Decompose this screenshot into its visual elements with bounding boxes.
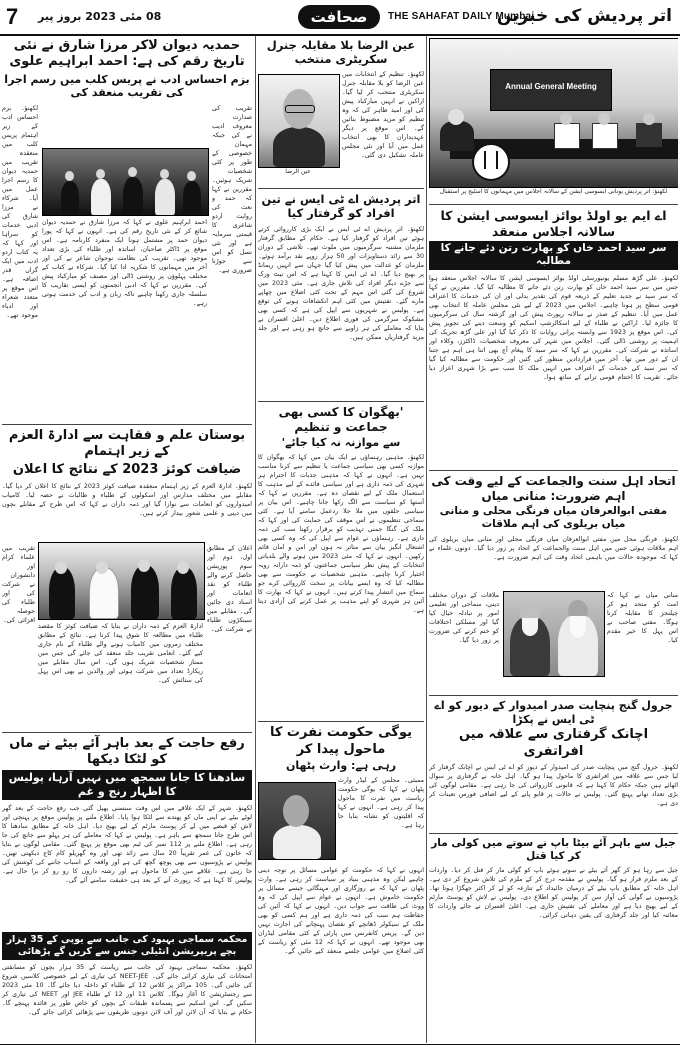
- body-text: تقریب میں علماء کرام اور دانشوران نے شرکت کی اور طلباء کی حوصلہ افزائی کی۔: [2, 544, 35, 624]
- article-block: [2, 804, 252, 932]
- article-block: [2, 482, 252, 732]
- headline: حمدیہ دیوان لاکر مرزا شارق نے نئی تاریخ رقم کی ہے: احمد ابراہیم علوی: [9, 38, 245, 70]
- subheadline: اچانک گرفتاری سے علاقہ میں افراتفری: [458, 727, 649, 759]
- person: [560, 113, 572, 125]
- headline: 'بھگوان کا کسی بھی جماعت و تنظیم: [278, 404, 404, 434]
- subheadline: سادھنا کا جانا سمجھ میں نہیں آرہا، پولیس کا اظہار رنج و غم: [2, 770, 252, 800]
- divider: [2, 424, 252, 425]
- english-title: THE SAHAFAT DAILY Mumbai: [388, 11, 535, 22]
- body-text: لکھنؤ۔ ادارۃ العزم کے زیر اہتمام منعقدہ ضیافت کوئز 2023 کے نتائج کا اعلان کر دیا گیا۔ مقابلے میں مختلف مدارس اور اسکولوں کے طلباء و طالبات نے حصہ لیا۔ کامیاب امیدواروں کو انعامات سے نوازا گیا اور ذمہ داران نے کہا کہ اس طرح کے مقابلے بچوں میں دینی و علمی شعور بیدار کرتے ہیں۔: [2, 482, 252, 517]
- body-text: تقریب کی صدارت معروف ادیب نے کی جبکہ مہمان خصوصی کے طور پر کئی شخصیات شریک ہوئیں۔ مقررین نے کہا کہ حمد و نعت کی روایت اردو شاعری کا قیمتی سرمایہ ہے اور نئی نسل کو اس سے جوڑنا ضروری ہے۔: [212, 105, 252, 274]
- event-photo: [42, 148, 209, 216]
- body-text: ادارۃ العزم کے ذمہ داران نے بتایا کہ ضیافت کوئز کا مقصد طلباء میں مطالعہ کا شوق پیدا کرنا ہے۔ نتائج کے مطابق مختلف زمروں میں کامیاب ہونے والے طلباء کے نام جاری کیے گئے۔ انعامی تقریب جلد منعقد کی جائے گی جس میں ممتاز شخصیات شریک ہوں گی۔ اس سال مقابلے میں ریکارڈ تعداد میں شرکت ہوئی اور والدین نے بھی اس پہل کی ستائش کی۔: [38, 622, 203, 684]
- headline: رفع حاجت کے بعد باہر آئے بیٹے نے ماں کو لٹکا دیکھا: [9, 735, 245, 767]
- page-border: [0, 1044, 680, 1045]
- body-text: لکھنؤ۔ بزم احساس ادب کے زیر اہتمام پریس کلب میں منعقدہ تقریب میں حمدیہ دیوان کا رسم اجرا عمل میں آیا۔ شرکاء نے مرزا شارق کی ادبی خدمات کو سراہا اور کہا کہ یہ کتاب اردو ادب میں ایک گراں قدر اضافہ ہے۔ اس موقع پر متعدد شعراء اور ادباء موجود تھے۔: [2, 105, 38, 319]
- column-rule: [426, 36, 427, 1043]
- person: [636, 123, 662, 147]
- article-block: [258, 70, 424, 188]
- issue-date: 08 مئی 2023 بروز پیر: [38, 10, 162, 23]
- subheadline: ضیافت کوئز 2023 کے نتائج کا اعلان: [12, 461, 242, 477]
- person: [440, 121, 474, 151]
- headline: بوستان علم و فقاہت سے ادارۃ العزم کے زیر اہتمام: [8, 428, 246, 460]
- article-block: [2, 104, 252, 424]
- photo-caption: عین الرضا: [285, 167, 311, 175]
- body-text: لکھنؤ۔ محکمہ سماجی بہبود کی جانب سے ریاست کے 35 ہزار بچوں کو مسابقتی امتحانات کی تیاری کرائی جائے گی۔ NEET-JEE کی تیاری کے لیے خصوصی کلاسیں شروع کی جائیں گی۔ 105 مراکز پر کلاس 12 کے طلباء کو داخلہ دیا جائے گا۔ 10 مئی 2023 سے رجسٹریشن کا آغاز ہوگا۔ کلاس 11 اور 12 کے طلباء JEE اور NEET کی تیاری کر سکیں گے۔ اس اسکیم سے پسماندہ طبقات کے بچوں کو خاص طور پر فائدہ پہنچے گا۔ حکام نے بتایا کہ آن لائن اور آف لائن دونوں طریقوں سے پڑھائی کرائی جائے گی۔: [2, 963, 252, 1016]
- subheadline: سے موازنہ نہ کیا جائے': [281, 435, 401, 449]
- headline: اتر پردیش اے ٹی ایس نے تین افراد کو گرفتار کیا: [261, 191, 421, 221]
- divider: [2, 732, 252, 733]
- person: [643, 113, 655, 125]
- page-number: 7: [6, 4, 19, 29]
- article-block: [258, 776, 424, 866]
- headline: یوگی حکومت نفرت کا ماحول پیدا کر: [269, 725, 413, 757]
- divider: [258, 721, 424, 722]
- column-left: [2, 36, 252, 1043]
- banner-title: Annual General Meeting: [505, 82, 597, 91]
- divider: [258, 188, 424, 189]
- body-text: جیل سے رہا ہو کر گھر آئے بیٹے نے سوتے ہوئے باپ کو گولی مار کر قتل کر دیا۔ واردات کے بعد ملزم فرار ہو گیا۔ پولیس نے مقدمہ درج کر کے ملزم کی تلاش شروع کر دی ہے۔ اہل خانہ کے مطابق باپ بیٹے کے درمیان جائیداد کے تنازعہ کو لے کر اکثر جھگڑا ہوتا تھا۔ پڑوسیوں نے گولی کی آواز سن کر پولیس کو اطلاع دی۔ پولیس نے لاش کو پوسٹ مارٹم کے لیے بھیج دیا ہے اور معاملے کی تفتیش جاری ہے۔ اعلیٰ افسران نے جائے واردات کا معائنہ کیا اور جلد گرفتاری کی یقین دہانی کرائی۔: [429, 867, 678, 919]
- body-text: لکھنؤ۔ مذہبی رہنماؤں نے ایک بیان میں کہا کہ بھگوان کا موازنہ کسی بھی سیاسی جماعت یا تنظیم سے کرنا مناسب نہیں ہے۔ انہوں نے کہا کہ مذہبی جذبات کا احترام ہر شہری کی ذمہ داری ہے اور سیاسی فائدے کے لیے مذہب کا استعمال ملک کے لیے نقصان دہ ہے۔ مقررین نے کہا کہ آستھا کو سیاست سے الگ رکھا جانا چاہیے۔ اس بیان پر سیاسی حلقوں میں ملا جلا ردعمل سامنے آیا ہے۔ کئی سماجی تنظیموں نے اس موقف کی حمایت کی اور کہا کہ ملک کی گنگا جمنی تہذیب کو برقرار رکھنا سب کی ذمہ داری ہے۔ رہنماؤں نے عوام سے اپیل کی کہ وہ کسی بھی اشتعال انگیز بیان سے متاثر نہ ہوں اور امن و امان قائم رکھیں۔ انہوں نے کہا کہ مئی 2023 میں ہونے والے بلدیاتی انتخابات کے پیش نظر سیاسی جماعتوں کو ذمہ دارانہ رویہ اختیار کرنا چاہیے۔ مذہبی شخصیات نے حکومت سے بھی مطالبہ کیا کہ وہ ایسے بیانات پر سخت کارروائی کرے جو سماج میں انتشار پیدا کرتے ہیں۔ انہوں نے کہا کہ بھارت کا آئین ہر شہری کو اپنے مذہب پر عمل کرنے کی آزادی دیتا ہے۔: [258, 454, 424, 615]
- divider: [258, 401, 424, 402]
- subheadline: سر سید احمد خاں کو بھارت رتن دئے جانے کا مطالبہ: [429, 241, 678, 269]
- photo-caption: لکھنؤ: اتر پردیش یونانی ایسوسی ایشن کے سالانہ اجلاس میں مہمانوں کا اسٹیج پر استقبال: [439, 188, 668, 195]
- speaker-photo: [258, 782, 336, 860]
- masthead: [0, 0, 680, 36]
- body-text: لکھنؤ۔ تنظیم کے انتخابات میں عین الرضا کو بلا مقابلہ جنرل سکریٹری منتخب کر لیا گیا۔ اراکین نے انہیں مبارکباد پیش کی اور امید ظاہر کی کہ وہ تنظیم کو مزید مضبوط بنائیں گے۔ اس موقع پر دیگر عہدیداران کا بھی انتخاب عمل میں آیا اور نئی مجلس عاملہ تشکیل دی گئی۔: [342, 70, 424, 159]
- photo-block: [429, 36, 678, 204]
- banner-board: [490, 69, 612, 111]
- subheadline: مفتی ابوالعرفان میاں فرنگی محلی و منانی میاں بریلوی کی اہم ملاقات: [439, 504, 668, 530]
- meeting-photo: [429, 38, 678, 188]
- bottom-banner: محکمہ سماجی بہبود کی جانب سے یوپی کے 35 ہزار بچے پریپریشن انٹیلی جنس سے کریں گے پڑھائی: [2, 932, 252, 960]
- subheadline: بزم احساس ادب نے پریس کلب میں رسم اجرا کی تقریب منعقد کی: [4, 72, 250, 100]
- section-title: اتر پردیش کی خبریں: [496, 6, 672, 26]
- divider: [429, 470, 678, 471]
- divider: [429, 204, 678, 205]
- scholars-photo: [503, 591, 605, 677]
- body-text: لکھنؤ۔ علی گڑھ مسلم یونیورسٹی اولڈ بوائز ایسوسی ایشن کا سالانہ اجلاس منعقد ہوا جس میں سر سید احمد خاں کو بھارت رتن دئے جانے کا مطالبہ کیا گیا۔ مقررین نے کہا کہ سر سید نے جدید تعلیم کے ذریعہ قوم کی تقدیر بدلی اور ان کی خدمات کا اعتراف قومی سطح پر ہونا چاہیے۔ اجلاس میں 2023 کے لیے نئی مجلس عاملہ کا انتخاب بھی عمل میں آیا۔ تنظیم کے صدر نے سالانہ رپورٹ پیش کی اور گزشتہ سال کی سرگرمیوں کا جائزہ لیا۔ اراکین نے طلباء کے لیے اسکالرشپ اسکیم کو وسعت دینے کی تجویز پیش کی۔ اس موقع پر 1923 سے وابستہ پرانی روایات کا ذکر کیا گیا اور علی گڑھ تحریک کی اہمیت پر روشنی ڈالی گئی۔ اجلاس میں شہر کی معروف شخصیات، ڈاکٹرز، وکلاء اور اساتذہ نے شرکت کی۔ مقررین نے کہا کہ سر سید کا پیغام آج بھی اتنا ہی اہم ہے جتنا ان کے دور میں تھا۔ آخر میں قراردادیں منظور کی گئیں اور حکومت سے مطالبہ کیا گیا کہ سر سید کی خدمات کے اعتراف میں انہیں ملک کا سب سے بڑا شہری اعزاز دیا جائے۔ تقریب کا اختتام قومی ترانے کے ساتھ ہوا۔: [429, 274, 678, 381]
- body-text: اعلان کے مطابق اول، دوم اور سوم پوزیشن حاصل کرنے والے طلباء کو نقد انعامات اور اسناد دی جائیں گی۔ مقابلے میں سینکڑوں طلباء نے شرکت کی۔: [207, 544, 252, 633]
- divider: [429, 833, 678, 834]
- body-text: ممبئی۔ مجلس کے لیڈر وارث پٹھان نے کہا کہ یوگی حکومت ریاست میں نفرت کا ماحول پیدا کر رہی ہے۔ انہوں نے کہا کہ اقلیتوں کو نشانہ بنایا جا رہا ہے۔: [338, 776, 424, 829]
- column-right: [429, 36, 678, 1043]
- body-text: انہوں نے کہا کہ حکومت کو عوامی مسائل پر توجہ دینی چاہیے لیکن وہ مذہبی بنیاد پر سیاست کر رہی ہے۔ وارث پٹھان نے کہا کہ بے روزگاری اور مہنگائی جیسے مسائل پر حکومت خاموش ہے۔ انہوں نے عوام سے اپیل کی کہ وہ ووٹ کی طاقت سے جواب دیں۔ انہوں نے کہا کہ آئین کی حفاظت ہم سب کی ذمہ داری ہے اور ہم کسی کو بھی ملک کے سیکولر ڈھانچے کو نقصان پہنچانے کی اجازت نہیں دیں گے۔ پریس کانفرنس میں پارٹی کے کئی مقامی لیڈران بھی موجود تھے۔ انہوں نے کہا کہ 12 مئی کو ریاست کے کئی اضلاع میں عوامی جلسے منعقد کیے جائیں گے۔: [258, 866, 424, 955]
- portrait-photo: [258, 74, 340, 168]
- body-text: منانی میاں نے کہا کہ امت کو متحد ہو کر چیلنجز کا مقابلہ کرنا ہوگا۔ مفتی صاحب نے اس پہل کا خیر مقدم کیا۔: [607, 591, 678, 644]
- body-text: لکھنؤ۔ اتر پردیش اے ٹی ایس نے ایک بڑی کارروائی کرتے ہوئے تین افراد کو گرفتار کیا ہے۔ حکام کے مطابق گرفتار ملزمان مشتبہ سرگرمیوں میں ملوث تھے۔ تلاشی کے دوران 30 سے زائد دستاویزات اور 50 ہزار روپے نقد برآمد ہوئے۔ ملزمان کو عدالت میں پیش کیا گیا جہاں سے انہیں ریمانڈ پر بھیج دیا گیا۔ اے ٹی ایس کا کہنا ہے کہ اس نیٹ ورک سے جڑے دیگر افراد کی تلاش جاری ہے۔ مئی 2023 میں شروع کی گئی اس مہم کے تحت کئی اضلاع میں چھاپے مارے گئے۔ تفتیش میں کئی اہم انکشافات ہونے کی توقع ہے۔ پولیس نے شہریوں سے اپیل کی ہے کہ کسی بھی مشکوک سرگرمی کی فوری اطلاع دیں۔ اعلیٰ افسران نے بتایا کہ معاملے کی ہر زاویے سے جانچ ہو رہی ہے اور جلد مزید گرفتاریاں ممکن ہیں۔: [258, 225, 424, 341]
- body-text: لکھنؤ۔ شہر کے ایک علاقے میں اس وقت سنسنی پھیل گئی جب رفع حاجت کے بعد گھر لوٹے بیٹے نے اپنی ماں کو پھندے سے لٹکا ہوا پایا۔ اطلاع ملنے پر پولیس موقع پر پہنچی اور لاش کو قبضے میں لے کر پوسٹ مارٹم کے لیے بھیج دیا۔ اہل خانہ کے مطابق سادھنا کا اس طرح جانا سمجھ سے باہر ہے۔ پولیس نے کہا کہ معاملے کی ہر پہلو سے جانچ کی جا رہی ہے۔ اطلاع ملنے پر 112 نمبر کی ٹیم بھی موقع پر پہنچ گئی۔ مقامی لوگوں نے بتایا کہ خاتون کی عمر تقریباً 20 سال سے زائد تھی اور وہ گھریلو کام کاج دیکھتی تھیں۔ پولیس نے پڑوسیوں سے بھی پوچھ گچھ کی ہے اور واقعہ کے اسباب جاننے کی کوشش کی جا رہی ہے۔ علاقے میں غم کا ماحول ہے اور رشتہ داروں کا رو رو کر برا حال ہے۔ پولیس کا کہنا ہے کہ رپورٹ آنے کے بعد ہی حقیقت سامنے آئے گی۔: [2, 804, 252, 884]
- headline: عین الرضا بلا مقابلہ جنرل سکریٹری منتخب: [266, 38, 416, 67]
- person: [448, 109, 464, 125]
- subheadline: رہی ہے: وارث پٹھان: [285, 758, 397, 772]
- person: [592, 123, 618, 149]
- body-text: لکھنؤ۔ جرول گنج میں پنچایت صدر کی امیدوار کے دیور کو اے ٹی ایس نے اچانک گرفتار کر لیا جس سے علاقہ میں افراتفری کا ماحول پیدا ہو گیا۔ اہل خانہ نے گرفتاری پر سوال اٹھائے ہیں جبکہ حکام کا کہنا ہے کہ قانونی کارروائی کی جا رہی ہے۔ مقامی لوگوں کی بڑی تعداد تھانے پہنچ گئی۔ پولیس نے حالات پر قابو پانے کے لیے اضافی فورس تعینات کر دی ہے۔: [429, 763, 678, 807]
- headline: اے ایم یو اولڈ بوائز ایسوسی ایشن کا سالانہ اجلاس منعقد: [440, 208, 667, 239]
- newspaper-logo: صحافت: [298, 5, 380, 29]
- award-photo: [38, 542, 205, 620]
- headline: جیل سے باہر آئے بیٹا باپ نے سوتے میں کولی مار کر کیا قتل: [431, 836, 676, 862]
- emblem-icon: [472, 143, 510, 181]
- person: [598, 113, 610, 125]
- divider: [429, 695, 678, 696]
- body-text: لکھنؤ۔ فرنگی محل میں مفتی ابوالعرفان میاں فرنگی محلی اور منانی میاں بریلوی کی اہم ملاقات ہوئی جس میں اہل سنت والجماعت کے اتحاد پر زور دیا گیا۔ دونوں علماء نے کہا کہ موجودہ حالات میں باہمی اتحاد وقت کی اہم ضرورت ہے۔: [429, 535, 678, 561]
- column-middle: [258, 36, 424, 1043]
- article-block: [429, 535, 678, 695]
- headline: جرول گنج پنچایت صدر امیدوار کے دیور کو اے ٹی ایس نے پکڑا: [434, 698, 673, 726]
- body-text: احمد ابراہیم علوی نے کہا کہ مرزا شارق نے حمدیہ دیوان شائع کر کے نئی تاریخ رقم کی ہے۔ انہوں نے کہا کہ پورا دیوان حمد پر مشتمل ہونا ایک منفرد کارنامہ ہے۔ اس موقع پر ڈاکٹر صاحبان، اساتذہ اور طلباء کی بڑی تعداد موجود تھی۔ تقریب کی نظامت نوجوان شاعر نے کی اور آخر میں مہمانوں کا شکریہ ادا کیا گیا۔ شرکاء نے کتاب کے مختلف پہلوؤں پر روشنی ڈالی اور مصنف کو مبارکباد پیش کی۔ مقررین نے کہا کہ ادبی انجمنوں کو ایسی تقاریب کا سلسلہ جاری رکھنا چاہیے تاکہ زبان و ادب کی خدمت ہوتی رہے۔: [42, 219, 207, 307]
- person: [554, 123, 580, 149]
- headline: اتحاد اہل سنت والجماعت کے لیے وقت کی اہم ضرورت: منانی میاں: [431, 473, 676, 503]
- column-rule: [255, 36, 256, 1043]
- body-text: ملاقات کے دوران مختلف دینی، سماجی اور تعلیمی امور پر تبادلہ خیال کیا گیا اور مسلکی اختلافات کو ختم کرنے کی ضرورت پر زور دیا گیا۔: [429, 591, 499, 644]
